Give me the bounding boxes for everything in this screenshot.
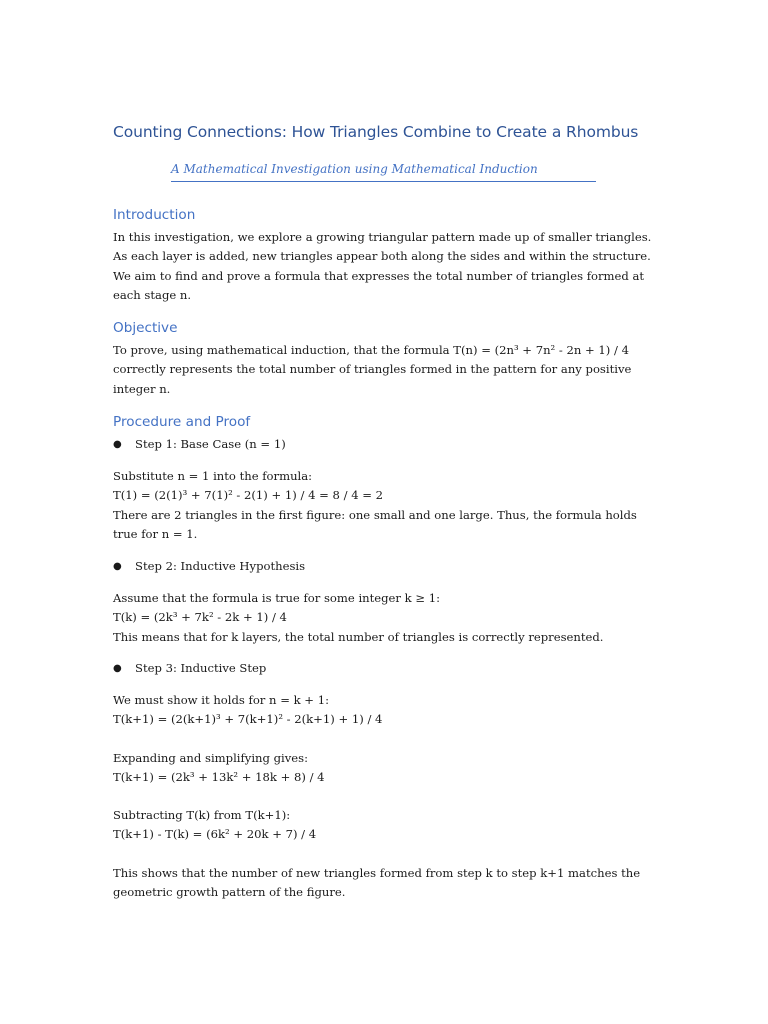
step3-bullet-item bbox=[113, 659, 266, 678]
formula-line: T(k+1) = (2(k+1)³ + 7(k+1)² - 2(k+1) + 1) / 4 bbox=[113, 712, 383, 727]
text-line: We aim to find and prove a formula that expresses the total number of triangles formed at bbox=[113, 268, 645, 283]
step3-block-3 bbox=[113, 806, 653, 845]
text-line: Expanding and simplifying gives: bbox=[113, 751, 308, 765]
step1-label: Step 1: Base Case (n = 1) bbox=[135, 437, 286, 451]
text-line: each stage n. bbox=[113, 287, 192, 302]
step3-block-2 bbox=[113, 749, 653, 788]
step1-bullet-item bbox=[113, 435, 286, 454]
step3-block-1 bbox=[113, 691, 653, 730]
text-line: Subtracting T(k) from T(k+1): bbox=[113, 808, 291, 822]
text-line: geometric growth pattern of the figure. bbox=[113, 885, 346, 900]
step3-label: Step 3: Inductive Step bbox=[135, 661, 267, 675]
text-line: Substitute n = 1 into the formula: bbox=[113, 469, 313, 483]
objective-heading: Objective bbox=[113, 320, 178, 336]
formula-line: T(k) = (2k³ + 7k² - 2k + 1) / 4 bbox=[113, 610, 287, 625]
document-title: Counting Connections: How Triangles Combine to Create a Rhombus bbox=[113, 123, 639, 141]
text-line: This means that for k layers, the total number of triangles is correctly represented. bbox=[113, 629, 604, 644]
step2-bullet-item bbox=[113, 557, 305, 576]
text-line: As each layer is added, new triangles appear both along the sides and within the structure. bbox=[113, 249, 651, 264]
bullet-icon: ● bbox=[113, 439, 122, 450]
formula-line: T(k+1) - T(k) = (6k² + 20k + 7) / 4 bbox=[113, 827, 317, 842]
introduction-heading: Introduction bbox=[113, 207, 196, 223]
formula-line: T(1) = (2(1)³ + 7(1)² - 2(1) + 1) / 4 = 8 / 4 = 2 bbox=[113, 488, 384, 503]
step2-label: Step 2: Inductive Hypothesis bbox=[135, 559, 306, 573]
text-line: Assume that the formula is true for some integer k ≥ 1: bbox=[113, 591, 441, 605]
bullet-icon: ● bbox=[113, 663, 122, 674]
text-line: This shows that the number of new triangles formed from step k to step k+1 matches the bbox=[113, 866, 641, 880]
text-line: There are 2 triangles in the first figure: one small and one large. Thus, the formula holds bbox=[113, 507, 637, 522]
step3-block-4 bbox=[113, 864, 653, 903]
text-line: true for n = 1. bbox=[113, 526, 198, 541]
text-line: In this investigation, we explore a growing triangular pattern made up of smaller triangles. bbox=[113, 230, 652, 244]
procedure-heading: Procedure and Proof bbox=[113, 414, 251, 430]
introduction-paragraph bbox=[113, 228, 653, 305]
text-line: To prove, using mathematical induction, that the formula T(n) = (2n³ + 7n² - 2n + 1) / 4 bbox=[113, 343, 629, 357]
document-subtitle: A Mathematical Investigation using Mathematical Induction bbox=[171, 162, 596, 182]
text-line: We must show it holds for n = k + 1: bbox=[113, 693, 329, 707]
formula-line: T(k+1) = (2k³ + 13k² + 18k + 8) / 4 bbox=[113, 770, 325, 785]
text-line: correctly represents the total number of triangles formed in the pattern for any positive bbox=[113, 362, 632, 377]
objective-paragraph bbox=[113, 341, 653, 399]
bullet-icon: ● bbox=[113, 561, 122, 572]
text-line: integer n. bbox=[113, 381, 171, 396]
step1-paragraph bbox=[113, 467, 653, 544]
step2-paragraph bbox=[113, 589, 653, 647]
